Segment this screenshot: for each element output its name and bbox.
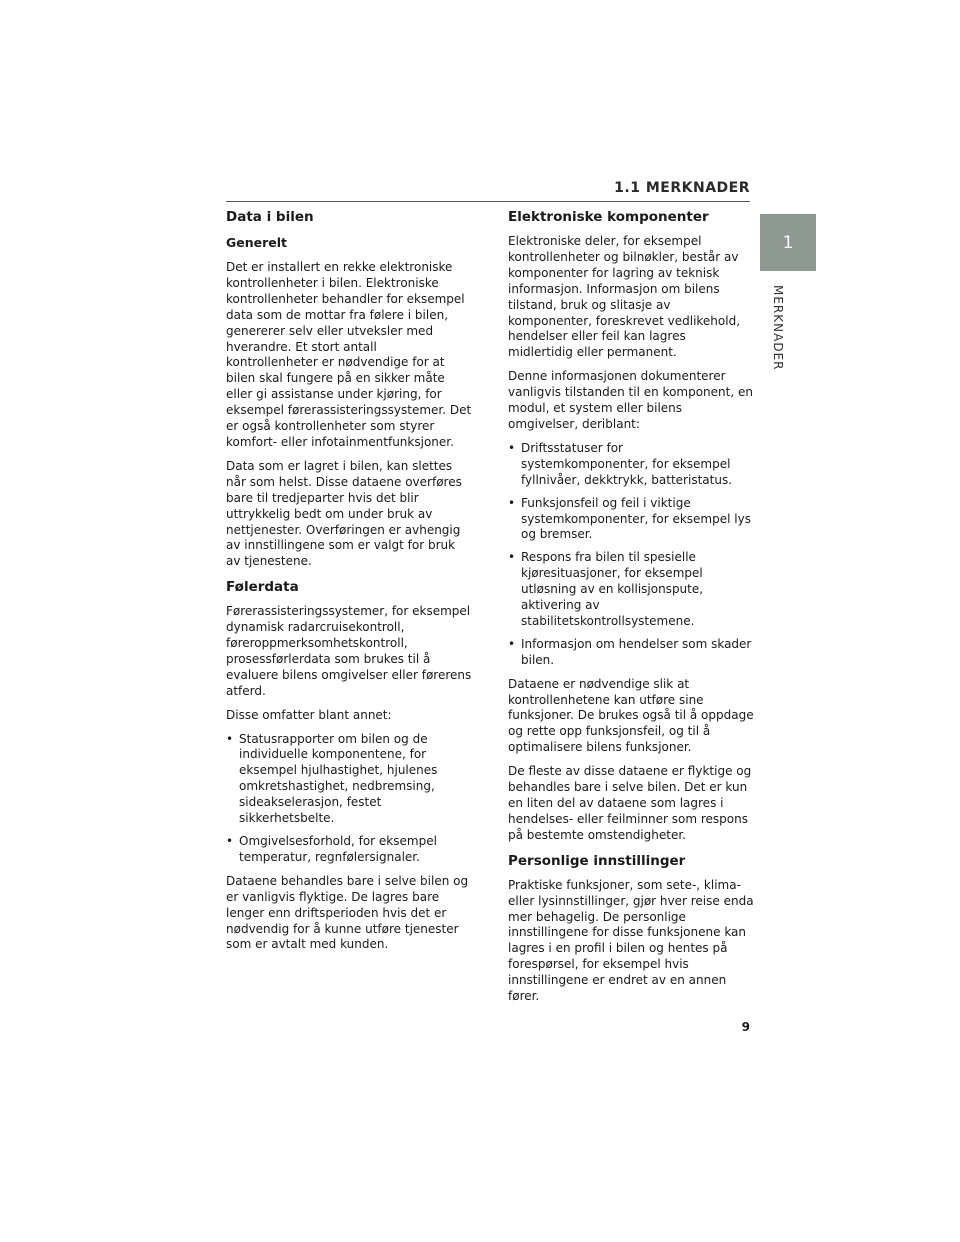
- subsection-title-personal-settings: Personlige innstillinger: [508, 852, 686, 869]
- right-column: [508, 208, 754, 1013]
- list-item: • Funksjonsfeil og feil i viktige systemkomponenter, for eksempel lys og bremser.: [508, 496, 754, 544]
- paragraph: Elektroniske deler, for eksempel kontrollenheter og bilnøkler, består av komponenter for lagring av teknisk informasjon. Informasjon om bilens tilstand, bruk og slitasje av komponenter, foreskrevet vedlikehold, hendelser eller feil kan lagres midlertidig eller permanent.: [508, 234, 741, 360]
- paragraph: Førerassisteringssystemer, for eksempel dynamisk radarcruisekontroll, føreroppmerksomhetskontroll, prosessførlerdata som brukes til å evaluere bilens omgivelser eller førerens atferd.: [226, 604, 472, 698]
- paragraph: Disse omfatter blant annet:: [226, 707, 392, 722]
- paragraph: Dataene behandles bare i selve bilen og er vanligvis flyktige. De lagres bare lenger enn driftsperioden hvis det er nødvendig for å kunne utføre tjenester som er avtalt med kunden.: [226, 873, 469, 952]
- subsection-title-general: Generelt: [226, 235, 288, 250]
- list-item: • Omgivelsesforhold, for eksempel temperatur, regnfølersignaler.: [226, 834, 472, 866]
- paragraph: Praktiske funksjoner, som sete-, klima- eller lysinnstillinger, gjør hver reise enda mer behagelig. De personlige innstillingene for disse funksjonene kan lagres i en profil i bilen og hentes på forespørsel, for eksempel hvis innstillingene er endret av en annen fører.: [508, 877, 754, 1004]
- paragraph: Dataene er nødvendige slik at kontrollenhetene kan utføre sine funksjoner. De brukes også til å oppdage og rette opp funksjonsfeil, og til å optimalisere bilens funksjoner.: [508, 676, 754, 755]
- bullet-list: [226, 732, 472, 866]
- chapter-number: 1: [782, 232, 794, 253]
- section-header: 1.1 MERKNADER: [226, 180, 750, 202]
- paragraph: Det er installert en rekke elektroniske kontrollenheter i bilen. Elektroniske kontrollenheter behandler for eksempel data som de mottar fra følere i bilen, genererer selv eller utveksler med hverandre. Et stort antall kontrollenheter er nødvendige for at bilen skal fungere på en sikker måte eller gi assistanse under kjøring, for eksempel førerassisteringssystemer. Det er også kontrollenheter som styrer komfort- eller infotainmentfunksjoner.: [226, 260, 472, 449]
- page-number: 9: [741, 1020, 750, 1034]
- paragraph: Denne informasjonen dokumenterer vanligvis tilstanden til en komponent, en modul, et system eller bilens omgivelser, deriblant:: [508, 369, 753, 431]
- paragraph: Data som er lagret i bilen, kan slettes når som helst. Disse dataene overføres bare til tredjeparter hvis det blir uttrykkelig bedt om under bruk av nettjenester. Overføringen er avhengig av innstillingene som er valgt for bruk av tjenestene.: [226, 458, 462, 569]
- section-title-electronic-components: Elektroniske komponenter: [508, 209, 709, 225]
- list-item: • Statusrapporter om bilen og de individuelle komponentene, for eksempel hjulhastighet, hjulenes omkretshastighet, nedbremsing, sideakselerasjon, festet sikkerhetsbelte.: [226, 732, 472, 827]
- section-title: Data i bilen: [226, 209, 314, 225]
- chapter-tab[interactable]: [760, 214, 816, 271]
- bullet-list: [508, 441, 754, 669]
- paragraph: De fleste av disse dataene er flyktige og behandles bare i selve bilen. Det er kun en liten del av dataene som lagres i hendelses- eller feilminner som respons på bestemte omstendigheter.: [508, 764, 752, 842]
- left-column: [226, 208, 472, 961]
- subsection-title-sensor-data: Følerdata: [226, 579, 299, 596]
- list-item: • Informasjon om hendelser som skader bilen.: [508, 637, 754, 669]
- list-item: • Driftsstatuser for systemkomponenter, for eksempel fyllnivåer, dekktrykk, batteristatus.: [508, 441, 754, 489]
- list-item: • Respons fra bilen til spesielle kjøresituasjoner, for eksempel utløsning av en kollisjonspute, aktivering av stabilitetskontrollsystemene.: [508, 550, 754, 630]
- chapter-label: MERKNADER: [771, 285, 785, 371]
